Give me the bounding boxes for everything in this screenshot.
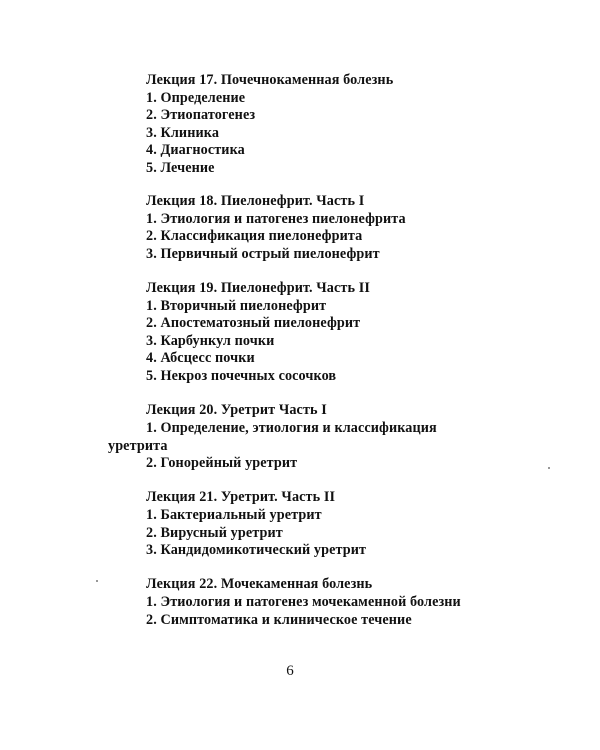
- lecture-title: Лекция 20. Уретрит Часть I: [146, 402, 327, 418]
- lecture-item: 4. Абсцесс почки: [146, 350, 255, 366]
- lecture-item: 1. Определение: [146, 89, 246, 106]
- lecture-item: 3. Карбункул почки: [146, 332, 275, 349]
- lecture-item-continuation: уретрита: [108, 437, 168, 454]
- lecture-item: 1. Определение, этиология и классификация: [146, 420, 437, 436]
- lecture-item: 2. Классификация пиелонефрита: [146, 228, 363, 244]
- lecture-item: 1. Вторичный пиелонефрит: [146, 297, 327, 314]
- lecture-title: Лекция 22. Мочекаменная болезнь: [146, 576, 373, 592]
- lecture-item: 5. Лечение: [146, 159, 215, 176]
- lecture-item: 2. Симптоматика и клиническое течение: [146, 611, 412, 628]
- lecture-item: 3. Первичный острый пиелонефрит: [146, 245, 380, 262]
- lecture-item: 1. Этиология и патогенез мочекаменной болезни: [146, 594, 461, 610]
- scan-speck: [96, 580, 98, 582]
- lecture-item: 3. Кандидомикотический уретрит: [146, 542, 367, 558]
- lecture-item: 1. Этиология и патогенез пиелонефрита: [146, 210, 406, 227]
- lecture-item: 2. Вирусный уретрит: [146, 524, 283, 541]
- lecture-item: 5. Некроз почечных сосочков: [146, 367, 337, 384]
- lecture-item: 2. Апостематозный пиелонефрит: [146, 315, 361, 331]
- page-number: 6: [286, 663, 294, 679]
- lecture-title: Лекция 19. Пиелонефрит. Часть II: [146, 280, 370, 296]
- lecture-item: 3. Клиника: [146, 124, 220, 141]
- lecture-item: 4. Диагностика: [146, 142, 245, 158]
- lecture-item: 2. Гонорейный уретрит: [146, 455, 298, 471]
- scan-speck: [548, 467, 550, 469]
- lecture-item: 1. Бактериальный уретрит: [146, 507, 322, 523]
- lecture-item: 2. Этиопатогенез: [146, 107, 256, 123]
- lecture-title: Лекция 21. Уретрит. Часть II: [146, 489, 336, 505]
- lecture-title: Лекция 18. Пиелонефрит. Часть I: [146, 193, 365, 209]
- lecture-title: Лекция 17. Почечнокаменная болезнь: [146, 72, 394, 88]
